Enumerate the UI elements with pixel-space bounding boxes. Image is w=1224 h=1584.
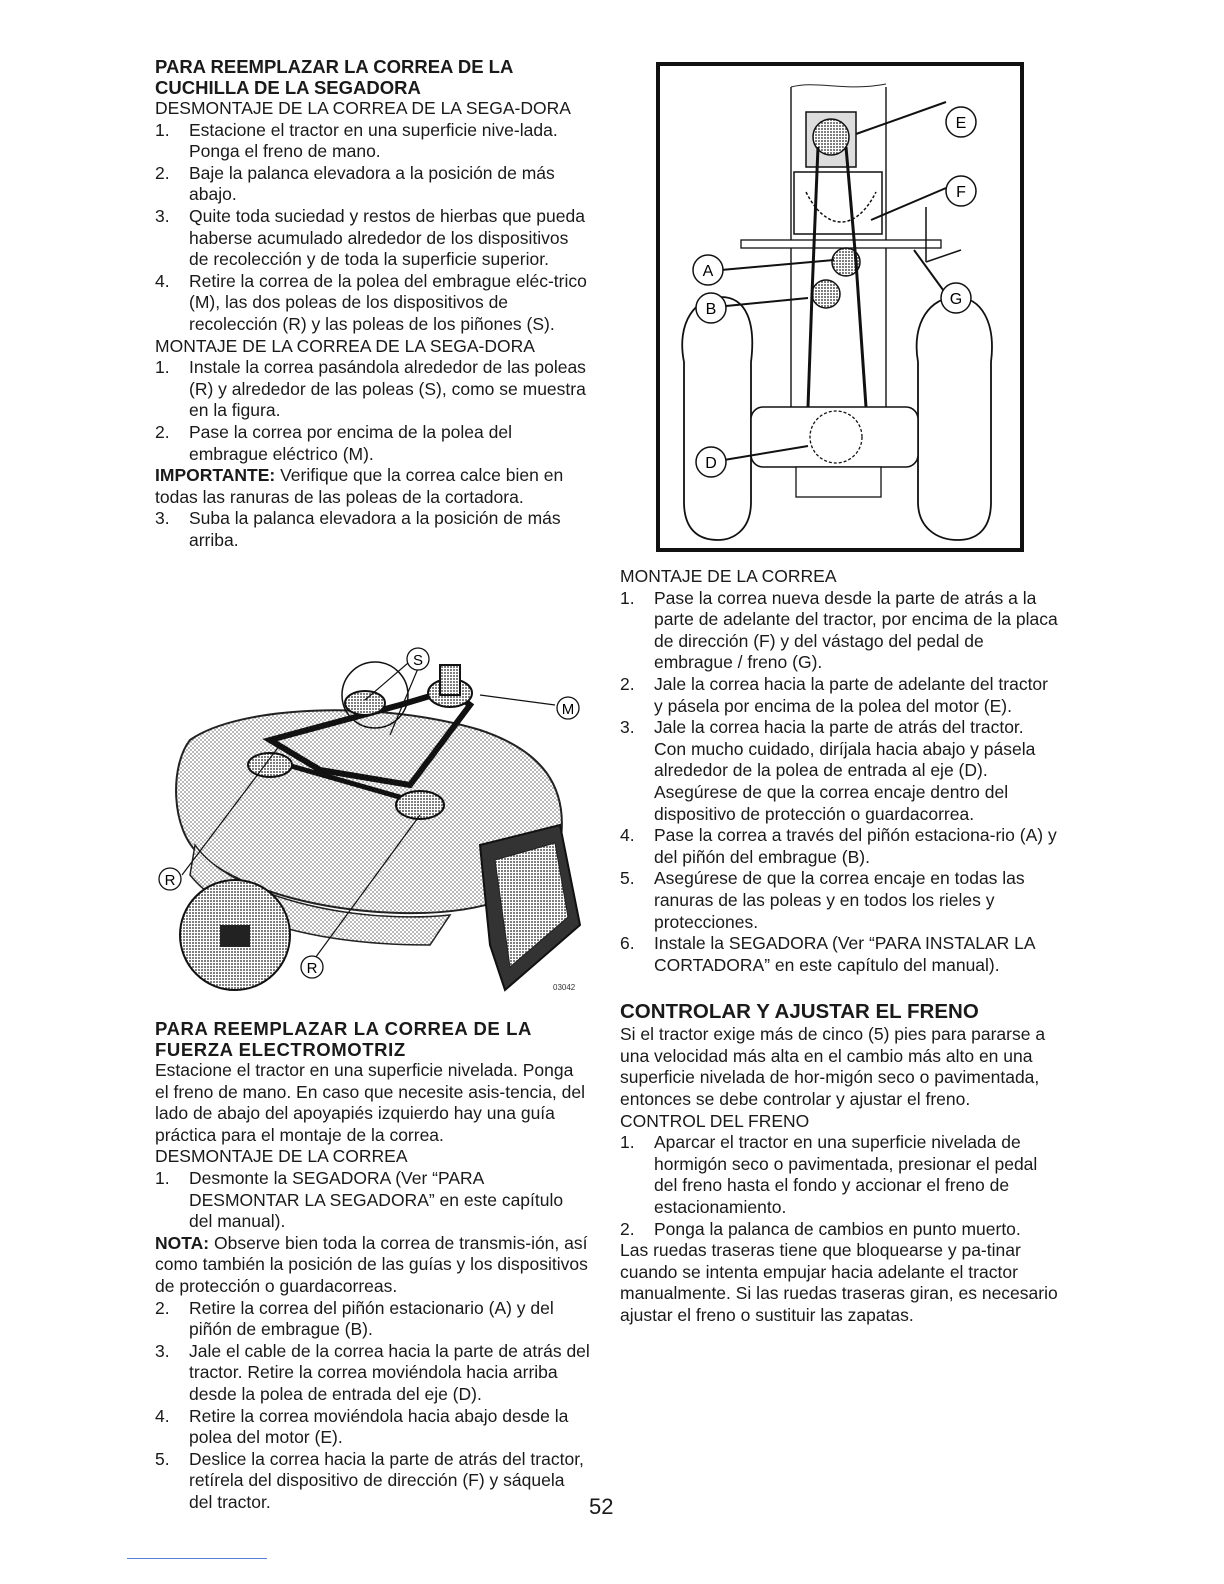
- list-item: 1. Desmonte la SEGADORA (Ver “PARA DESMONTAR LA SEGADORA” en este capítulo del manual).: [155, 1167, 564, 1232]
- section-title-brake: CONTROLAR Y AJUSTAR EL FRENO: [620, 1000, 979, 1024]
- label-a: [693, 255, 723, 285]
- svg-text:B: B: [705, 301, 717, 318]
- svg-text:D: D: [705, 455, 717, 472]
- left-column-bottom: [155, 1018, 590, 1513]
- section-title-mower-belt: PARA REEMPLAZAR LA CORREA DE LA CUCHILLA DE LA SEGADORA: [155, 56, 513, 98]
- subheading-mower-belt-install: MONTAJE DE LA CORREA DE LA SEGA-DORA: [155, 335, 535, 356]
- list-item: 5. Deslice la correa hacia la parte de atrás del tractor, retírela del dispositivo de dirección (F) y sáquela del tractor.: [155, 1448, 584, 1512]
- list-item: 4. Pase la correa a través del piñón estaciona-rio (A) y del piñón del embrague (B).: [620, 825, 1057, 867]
- paragraph-brake-intro: Si el tractor exige más de cinco (5) pies para pararse a una velocidad más alta en el cambio más alto en una superficie nivelada de hor-migón seco o pavimentada, entonces se debe controlar y ajustar el freno.: [620, 1024, 1046, 1110]
- page-number: 52: [589, 1494, 614, 1519]
- steps-belt-install: [620, 588, 1060, 977]
- list-item: 1. Estacione el tractor en una superficie nive-lada. Ponga el freno de mano.: [155, 119, 558, 162]
- label-r-left: [159, 868, 181, 890]
- steps-belt-removal-1: [155, 1168, 590, 1233]
- list-item: 2. Baje la palanca elevadora a la posición de más abajo.: [155, 162, 555, 205]
- steps-belt-removal-2: [155, 1298, 590, 1514]
- svg-text:F: F: [956, 184, 966, 201]
- subheading-belt-install: MONTAJE DE LA CORREA: [620, 566, 837, 586]
- list-item: 3. Suba la palanca elevadora a la posición de más arriba.: [155, 508, 561, 550]
- label-e: [946, 107, 976, 137]
- list-item: 6. Instale la SEGADORA (Ver “PARA INSTALAR LA CORTADORA” en este capítulo del manual).: [620, 933, 1035, 975]
- label-m: [557, 697, 579, 719]
- list-item: 3. Quite toda suciedad y restos de hierbas que pueda haberse acumulado alrededor de los dispositivos de recolección y de toda la superficie superior.: [155, 205, 585, 270]
- list-item: 2. Jale la correa hacia la parte de adelante del tractor y pásela por encima de la polea del motor (E).: [620, 673, 1048, 716]
- tractor-belt-figure: [656, 62, 1024, 552]
- label-s: [407, 648, 429, 670]
- list-item: 2. Pase la correa por encima de la polea del embrague eléctrico (M).: [155, 421, 512, 464]
- important-note: IMPORTANTE: Verifique que la correa calce bien en todas las ranuras de las poleas de la cortadora.: [155, 465, 564, 507]
- steps-mower-belt-final: [155, 508, 590, 551]
- subheading-mower-belt-removal: DESMONTAJE DE LA CORREA DE LA SEGA-DORA: [155, 98, 571, 118]
- list-item: 2. Retire la correa del piñón estacionario (A) y del piñón de embrague (B).: [155, 1297, 554, 1340]
- svg-text:A: A: [702, 263, 714, 280]
- label-b: [696, 293, 726, 323]
- figure-code: 03042: [553, 983, 576, 992]
- subheading-belt-removal: DESMONTAJE DE LA CORREA: [155, 1146, 408, 1167]
- paragraph-brake-result: Las ruedas traseras tiene que bloquearse y pa-tinar cuando se intenta empujar hacia adelante el tractor manualmente. Si las ruedas traseras giran, es necesario ajustar el freno o sustituir las zapatas.: [620, 1240, 1058, 1325]
- list-item: 1. Aparcar el tractor en una superficie nivelada de hormigón seco o pavimentada, presionar el pedal del freno hasta el fondo y accionar el freno de estacionamiento.: [620, 1132, 1038, 1218]
- steps-brake-check: [620, 1132, 1060, 1240]
- steps-mower-belt-install: [155, 357, 590, 465]
- footer-line: [127, 1558, 267, 1559]
- left-column: [155, 56, 590, 551]
- svg-text:G: G: [949, 291, 963, 308]
- electric-clutch-pulley: [440, 665, 460, 695]
- paragraph-drive-belt-intro: Estacione el tractor en una superficie nivelada. Ponga el freno de mano. En caso que necesite asis-tencia, del lado de abajo del apoyapiés izquierdo hay una guía práctica para el montaje de la correa.: [155, 1060, 585, 1145]
- steps-mower-belt-removal: [155, 120, 590, 336]
- note: NOTA: Observe bien toda la correa de transmis-ión, así como también la posición de las guías y los dispositivos de protección o guardacorreas.: [155, 1232, 588, 1296]
- section-title-drive-belt: PARA REEMPLAZAR LA CORREA DE LA FUERZA ELECTROMOTRIZ: [155, 1018, 532, 1060]
- svg-text:S: S: [412, 652, 424, 669]
- svg-text:E: E: [955, 115, 967, 132]
- svg-text:R: R: [164, 872, 176, 889]
- list-item: 5. Asegúrese de que la correa encaje en todas las ranuras de las poleas y en todos los rieles y protecciones.: [620, 868, 1025, 932]
- list-item: 1. Instale la correa pasándola alrededor de las poleas (R) y alrededor de las poleas (S), como se muestra en la figura.: [155, 357, 586, 421]
- list-item: 2. Ponga la palanca de cambios en punto muerto.: [620, 1218, 1021, 1239]
- mower-deck-figure: [150, 645, 590, 1005]
- label-d: [696, 447, 726, 477]
- label-g: [941, 283, 971, 313]
- list-item: 3. Jale la correa hacia la parte de atrás del tractor. Con mucho cuidado, diríjala hacia abajo y pásela alrededor de la polea de entrada al eje (D). Asegúrese de que la correa encaje dentro del dispositivo de protección o guardacorrea.: [620, 717, 1036, 824]
- svg-text:R: R: [306, 960, 318, 977]
- right-column: [620, 566, 1060, 1327]
- list-item: 4. Retire la correa de la polea del embrague eléc-trico (M), las dos poleas de los dispositivos de recolección (R) y las poleas de los piñones (S).: [155, 270, 587, 334]
- list-item: 4. Retire la correa moviéndola hacia abajo desde la polea del motor (E).: [155, 1405, 569, 1448]
- label-r-bottom: [301, 956, 323, 978]
- list-item: 3. Jale el cable de la correa hacia la parte de atrás del tractor. Retire la correa moviéndola hacia arriba desde la polea de entrada del eje (D).: [155, 1340, 590, 1404]
- svg-text:M: M: [561, 701, 575, 718]
- label-f: [946, 176, 976, 206]
- list-item: 1. Pase la correa nueva desde la parte de atrás a la parte de adelante del tractor, por encima de la placa de dirección (F) y del vástago del pedal de embrague / freno (G).: [620, 587, 1058, 673]
- subheading-brake-check: CONTROL DEL FRENO: [620, 1110, 810, 1131]
